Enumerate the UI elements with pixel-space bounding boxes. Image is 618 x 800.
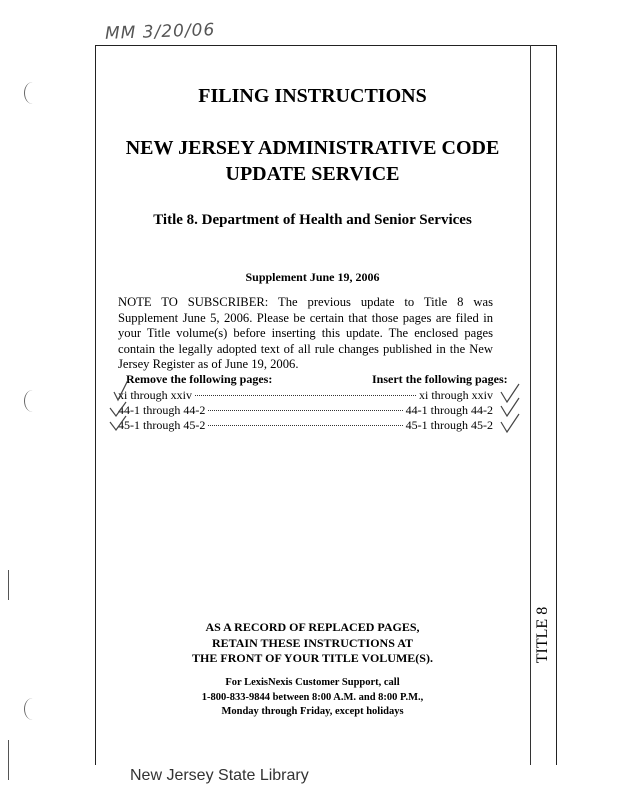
page-row [118,418,493,433]
record-line: RETAIN THESE INSTRUCTIONS AT [211,635,414,650]
record-notice [95,620,530,667]
binder-hole-bottom [24,698,41,720]
leader-dots [208,425,402,426]
scan-mark [8,570,9,600]
code-title-line2: UPDATE SERVICE [225,163,400,185]
check-icon [501,414,519,432]
remove-header: Remove the following pages: [126,372,273,386]
insert-header: Insert the following pages: [372,372,508,386]
library-stamp: New Jersey State Library [130,767,309,784]
title-tab-label: TITLE 8 [534,606,551,664]
leader-dots [208,410,402,411]
handwritten-checkmarks-right [497,378,527,438]
insert-pages: 44-1 through 44-2 [405,403,493,417]
remove-pages: 45-1 through 45-2 [118,418,206,432]
insert-pages: xi through xxiv [419,388,493,402]
check-icon [110,416,126,430]
support-line: For LexisNexis Customer Support, call [225,677,400,688]
check-icon [501,384,519,402]
page-title: FILING INSTRUCTIONS [198,85,427,107]
check-icon [114,380,128,400]
scan-mark [8,740,9,780]
page-row [118,403,493,418]
title-tab [532,580,554,690]
binder-hole-top [24,82,41,104]
leader-dots [195,395,416,396]
frame-top-border [95,45,557,46]
subscriber-note: NOTE TO SUBSCRIBER: The previous update to Title 8 was Supplement June 5, 2006. Please be certain that those pages are filed in your Title volume(s) before inserting this update. The enclosed pages contain the legally adopted text of all rule changes published in the New Jersey Register as of June 19, 2006. [118,295,493,371]
supplement-date: Supplement June 19, 2006 [245,270,380,284]
department-heading: Title 8. Department of Health and Senior Services [153,212,472,228]
handwritten-checkmarks-left [106,372,134,434]
support-line: Monday through Friday, except holidays [221,706,404,717]
tab-divider-line [530,45,531,765]
page-row [118,388,493,403]
binder-hole-middle [24,390,41,412]
support-line: 1-800-833-9844 between 8:00 A.M. and 8:00 P.M., [201,691,424,703]
frame-right-border [556,45,557,765]
insert-pages: 45-1 through 45-2 [405,418,493,432]
customer-support [95,676,530,720]
remove-pages: 44-1 through 44-2 [118,403,206,417]
code-title-line1: NEW JERSEY ADMINISTRATIVE CODE [125,137,500,159]
record-line: AS A RECORD OF REPLACED PAGES, [205,620,420,634]
check-icon [501,398,519,416]
check-icon [110,402,126,416]
handwritten-note: MM 3/20/06 [104,20,216,44]
remove-pages: xi through xxiv [118,388,192,402]
code-title [95,135,530,187]
record-line: THE FRONT OF YOUR TITLE VOLUME(S). [192,651,433,665]
